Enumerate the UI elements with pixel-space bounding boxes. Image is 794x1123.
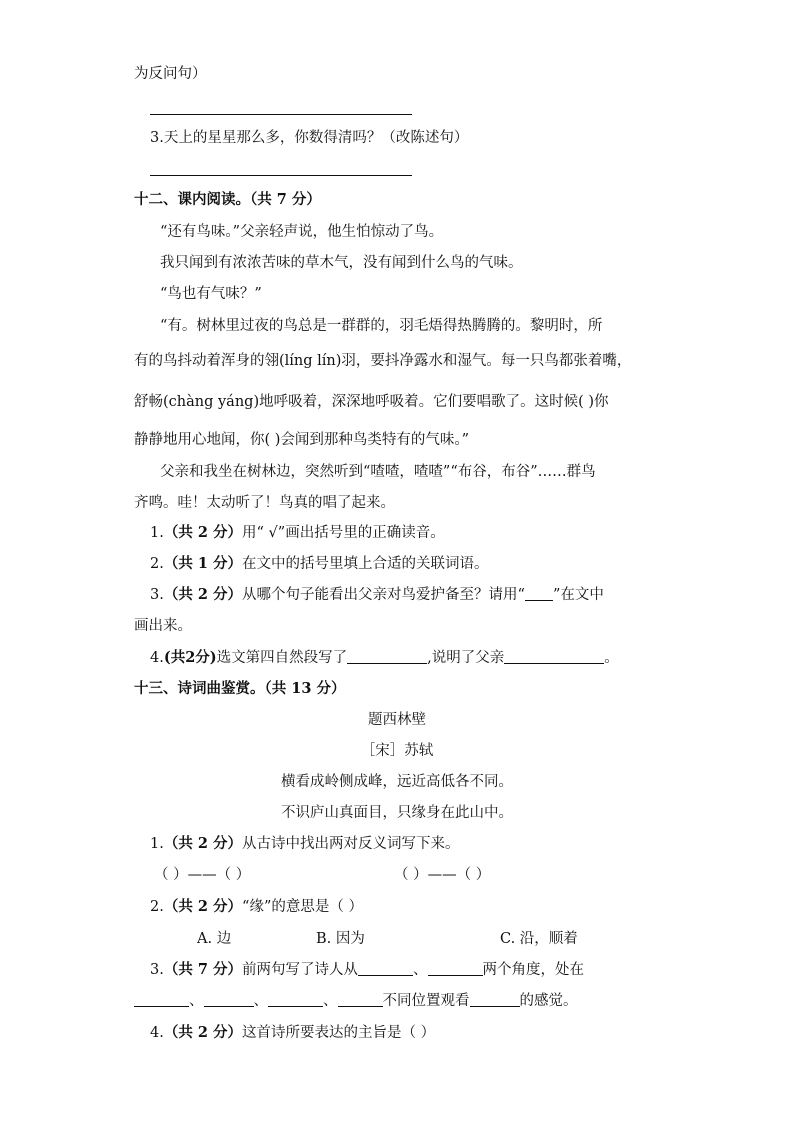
passage-paragraph-2: 我只闻到有浓浓苦味的草木气，没有闻到什么鸟的气味。 <box>160 255 523 271</box>
question-text: 的感觉。 <box>519 993 578 1009</box>
answer-blank[interactable] <box>204 992 254 1007</box>
answer-line[interactable] <box>150 114 412 115</box>
question-number: 1. <box>150 836 164 852</box>
question-text: 。 <box>604 650 619 666</box>
question-text: 前两句写了诗人从 <box>242 962 359 978</box>
passage-paragraph-4-line-2: 有的鸟抖动着浑身的翎(líng lín)羽，要抖净露水和湿气。每一只鸟都张着嘴， <box>134 353 632 369</box>
answer-blank[interactable] <box>504 649 604 664</box>
question-continuation: 为反问句） <box>134 66 207 82</box>
answer-blank[interactable] <box>428 961 483 976</box>
question-score: (共2分) <box>163 649 217 666</box>
passage-paragraph-5-line-2: 齐鸣。哇！太动听了！鸟真的唱了起来。 <box>134 495 395 511</box>
reading-question-1 <box>150 523 445 543</box>
poem-question-3 <box>150 960 584 980</box>
poem-line-2: 不识庐山真面目，只缘身在此山中。 <box>281 805 513 821</box>
question-text: 选文第四自然段写了 <box>216 650 348 666</box>
question-score: （共 1 分） <box>163 555 243 572</box>
question-text: ,说明了父亲 <box>427 650 505 666</box>
question-text: 这首诗所要表达的主旨是（ ） <box>242 1025 436 1041</box>
passage-paragraph-4-line-3: 舒畅(chàng yáng)地呼吸着，深深地呼吸着。它们要唱歌了。这时候( )你 <box>134 394 609 410</box>
question-number: 4. <box>150 1025 164 1041</box>
poem-title: 题西林壁 <box>368 712 426 728</box>
question-text: 不同位置观看 <box>382 993 470 1009</box>
poem-author: ［宋］苏轼 <box>360 743 434 759</box>
poem-question-3-cont <box>134 991 578 1011</box>
answer-blank[interactable] <box>470 992 520 1007</box>
answer-line[interactable] <box>150 175 412 176</box>
reading-question-2 <box>150 554 489 574</box>
section-heading-13: 十三、诗词曲鉴赏。（共 13 分） <box>134 680 346 697</box>
question-text: 从古诗中找出两对反义词写下来。 <box>242 836 460 852</box>
answer-blank[interactable] <box>347 649 427 664</box>
antonym-pair-1[interactable]: （ ）——（ ） <box>154 867 251 883</box>
answer-blank[interactable] <box>338 992 383 1007</box>
section-heading-12: 十二、课内阅读。（共 7 分） <box>134 191 321 208</box>
question-score: （共 2 分） <box>163 1024 243 1041</box>
passage-paragraph-1: “还有鸟味。”父亲轻声说，他生怕惊动了鸟。 <box>160 224 444 240</box>
poem-question-4 <box>150 1023 435 1043</box>
poem-question-1 <box>150 834 460 854</box>
question-score: （共 2 分） <box>163 524 243 541</box>
passage-paragraph-4-line-4: 静静地用心地闻，你( )会闻到那种鸟类特有的气味。” <box>134 432 470 448</box>
reading-question-4 <box>150 648 619 668</box>
question-text: 用“ √”画出括号里的正确读音。 <box>242 525 445 541</box>
answer-blank[interactable] <box>268 992 323 1007</box>
passage-paragraph-4-line-1: “有。树林里过夜的鸟总是一群群的，羽毛焐得热腾腾的。黎明时，所 <box>160 318 603 334</box>
question-score: （共 2 分） <box>163 898 243 915</box>
question-number: 3. <box>150 587 164 603</box>
option-b[interactable]: B. 因为 <box>316 931 365 947</box>
passage-paragraph-5-line-1: 父亲和我坐在树林边，突然听到“喳喳，喳喳”“布谷，布谷”……群鸟 <box>160 464 596 480</box>
answer-blank[interactable] <box>358 961 413 976</box>
question-number: 4. <box>150 650 164 666</box>
question-score: （共 2 分） <box>163 835 243 852</box>
poem-line-1: 横看成岭侧成峰，远近高低各不同。 <box>281 774 513 790</box>
question-text: 两个角度，处在 <box>482 962 585 978</box>
option-a[interactable]: A. 边 <box>197 931 232 947</box>
poem-question-2 <box>150 897 363 917</box>
question-number: 2. <box>150 899 164 915</box>
passage-paragraph-3: “鸟也有气味？” <box>160 286 262 302</box>
question-3: 3.天上的星星那么多，你数得清吗？（改陈述句） <box>150 130 469 146</box>
question-number: 3. <box>150 962 164 978</box>
antonym-pair-2[interactable]: （ ）——（ ） <box>394 867 491 883</box>
question-text: “缘”的意思是（ ） <box>242 899 363 915</box>
question-score: （共 2 分） <box>163 586 243 603</box>
reading-question-3-cont: 画出来。 <box>134 618 192 634</box>
option-c[interactable]: C. 沿，顺着 <box>500 931 578 947</box>
question-number: 2. <box>150 556 164 572</box>
separator: 、 <box>253 993 268 1009</box>
question-text: 从哪个句子能看出父亲对鸟爱护备至？请用“ <box>242 587 525 603</box>
question-number: 1. <box>150 525 164 541</box>
question-text: 在文中的括号里填上合适的关联词语。 <box>242 556 489 572</box>
reading-question-3 <box>150 585 604 605</box>
question-score: （共 7 分） <box>163 961 243 978</box>
question-text: 、 <box>413 962 428 978</box>
underline-mark <box>525 586 553 601</box>
answer-blank[interactable] <box>134 992 189 1007</box>
question-text: ”在文中 <box>552 587 604 603</box>
separator: 、 <box>189 993 204 1009</box>
separator: 、 <box>323 993 338 1009</box>
